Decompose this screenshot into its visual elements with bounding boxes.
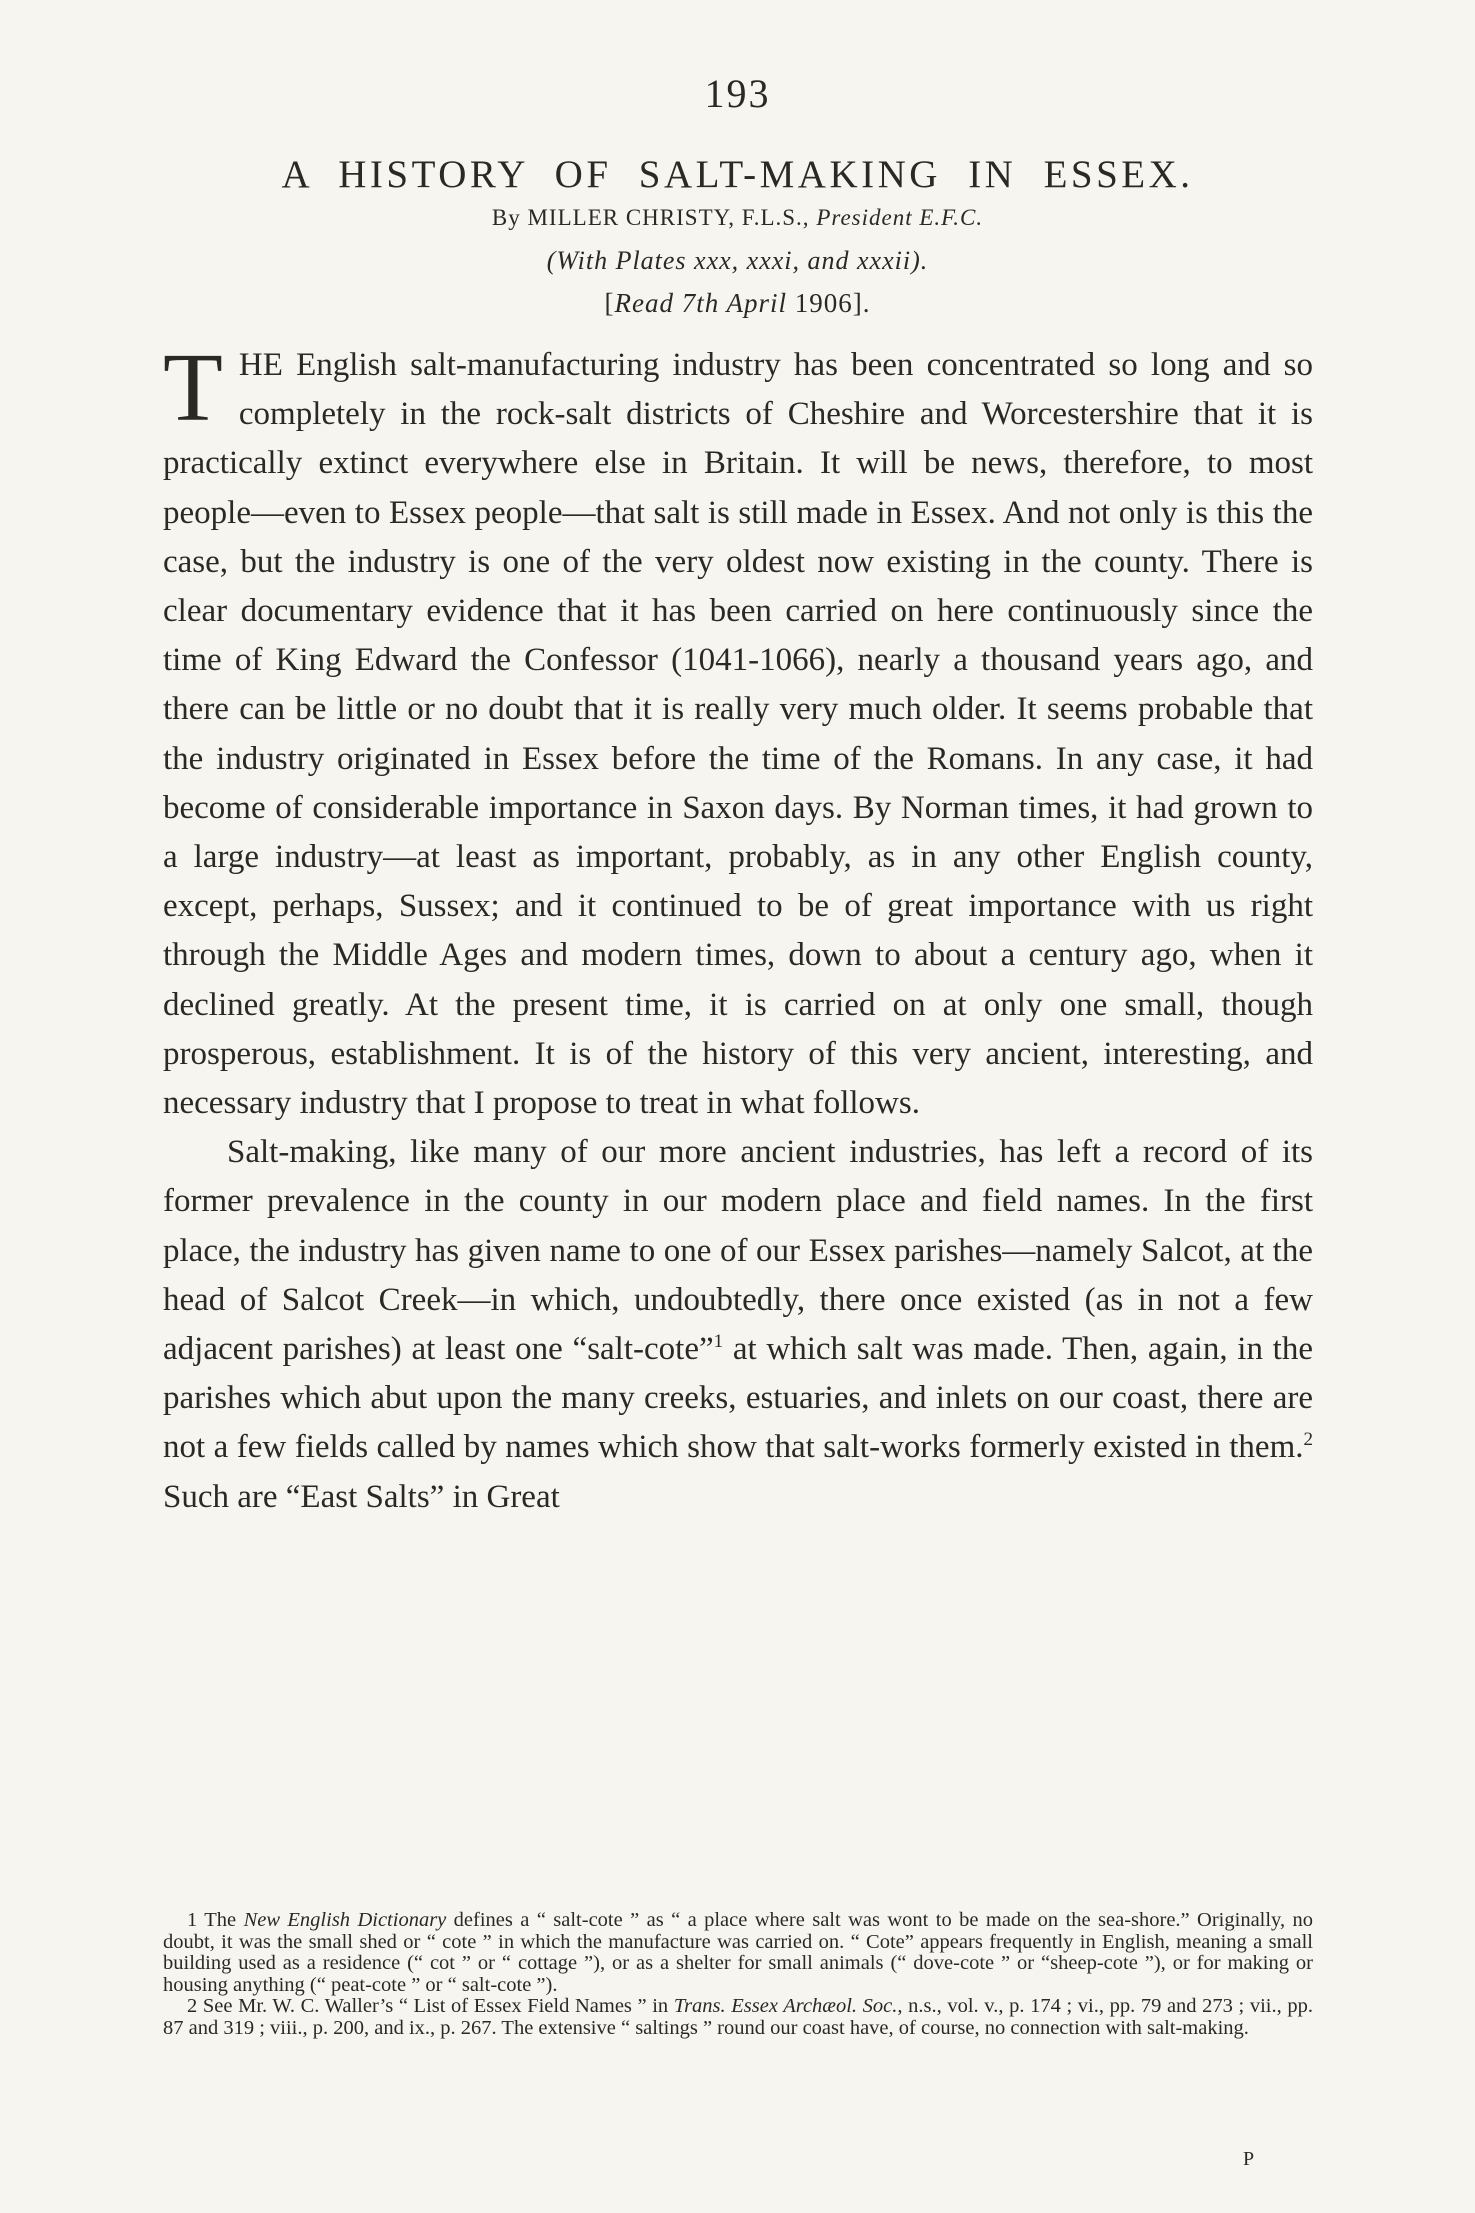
read-date (0, 288, 1475, 319)
paragraph-2-text-a: Salt-making, like many of our more ancient industries, has left a record of its former prevalence in the county in our modern place and field names. In the first place, the industry has given name to one of our Essex parishes—namely Salcot, at the head of Salcot Creek—in which, undoubtedly, there once existed (as in not a few adjacent parishes) at least one “salt-cote” (163, 1134, 1313, 1368)
drop-cap: T (163, 334, 223, 442)
paragraph-1 (163, 334, 1313, 1128)
byline (0, 205, 1475, 231)
author-role: President E.F.C. (816, 205, 984, 230)
author-name: By MILLER CHRISTY, F.L.S., (491, 205, 817, 230)
footnote-2-pre: 2 See Mr. W. C. Waller’s “ List of Essex Field Names ” in (187, 1995, 674, 2018)
footnote-2 (163, 1996, 1313, 2039)
footnote-1-pre: 1 The (187, 1909, 244, 1931)
article-body (163, 334, 1313, 1522)
paragraph-2-text-c: Such are “East Salts” in Great (163, 1478, 560, 1515)
footnote-2-post: , n.s., vol. v., p. 174 ; vi., pp. 79 and 273 ; vii., pp. 87 and 319 ; viii., p. 200, and ix., p. 267. The extensive “ saltings ” round our coast have, of course, no connection with salt-making. (163, 1995, 1314, 2039)
article-title: A HISTORY OF SALT-MAKING IN ESSEX. (281, 153, 1194, 196)
footnote-1 (163, 1910, 1313, 1996)
footnote-1-italic: New English Dictionary (243, 1909, 447, 1931)
paragraph-2-text-b: at which salt was made. Then, again, in the parishes which abut upon the many creeks, estuaries, and inlets on our coast, there are not a few fields called by names which show that salt-works formerly existed in them. (163, 1331, 1313, 1466)
read-date-label: Read 7th April (614, 288, 787, 318)
footnote-ref-2[interactable]: 2 (1303, 1429, 1313, 1451)
footnotes (163, 1910, 1313, 2040)
footnote-2-italic: Trans. Essex Archæol. Soc. (673, 1995, 898, 2018)
plates-note: (With Plates xxx, xxxi, and xxxii). (546, 246, 929, 275)
read-date-year: 1906]. (787, 288, 871, 318)
footnote-1-post: defines a “ salt-cote ” as “ a place where salt was wont to be made on the sea-shore.” Originally, no doubt, it was the small shed or “ cote ” in which the manufacture was carried on. “ Cote” appears frequently in English, meaning a small building used as a residence (“ cot ” or “ cottage ”), or as a shelter for small animals (“ dove-cote ” or “sheep-cote ”), or for making or housing anything (“ peat-cote ” or “ salt-cote ”). (163, 1909, 1314, 1996)
signature-mark: P (1243, 2148, 1255, 2170)
read-date-open: [ (604, 288, 615, 318)
footnote-ref-1[interactable]: 1 (713, 1331, 724, 1353)
page-number: 193 (704, 71, 771, 116)
paragraph-2 (163, 1128, 1313, 1522)
paragraph-1-text: HE English salt-manufacturing industry has been concentrated so long and so completely in the rock-salt districts of Cheshire and Worcestershire that it is practically extinct everywhere else in Britain. It will be news, therefore, to most people—even to Essex people—that salt is still made in Essex. And not only is this the case, but the industry is one of the very oldest now existing in the county. There is clear documentary evidence that it has been carried on here continuously since the time of King Edward the Confessor (1041-1066), nearly a thousand years ago, and there can be little or no doubt that it is really very much older. It seems probable that the industry originated in Essex before the time of the Romans. In any case, it had become of considerable importance in Saxon days. By Norman times, it had grown to a large industry—at least as important, probably, as in any other English county, except, perhaps, Sussex; and it continued to be of great importance with us right through the Middle Ages and modern times, down to about a century ago, when it declined greatly. At the present time, it is carried on at only one small, though prosperous, establishment. It is of the history of this very ancient, interesting, and necessary industry that I propose to treat in what follows. (163, 347, 1313, 1122)
